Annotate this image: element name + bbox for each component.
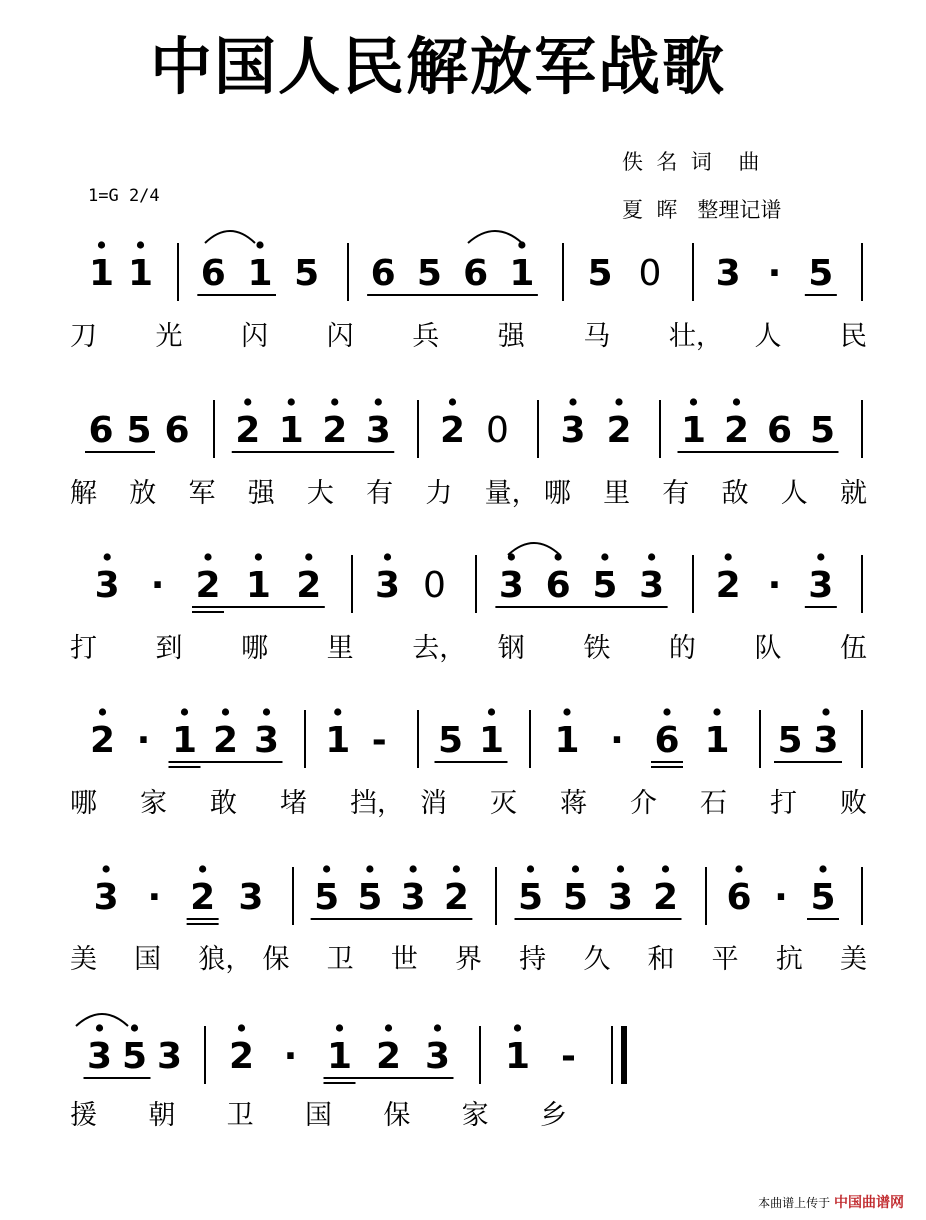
lyric-char: 有 xyxy=(662,478,690,509)
note-3: 3 xyxy=(400,877,426,918)
note-2: 2 xyxy=(439,410,466,451)
note-2: 2 xyxy=(228,1036,255,1077)
lyric-char: 家 xyxy=(140,788,167,819)
note-5: 5 xyxy=(294,253,320,294)
octave-dot xyxy=(323,865,330,872)
lyric-char: 家 xyxy=(461,1100,489,1131)
lyricist-composer-credit: 佚 名 词 曲 xyxy=(622,150,760,174)
octave-dot xyxy=(449,398,456,405)
octave-dot xyxy=(819,865,826,872)
lyric-char: 敌 xyxy=(721,478,749,509)
octave-dot xyxy=(256,241,263,248)
octave-dot xyxy=(96,1024,103,1031)
octave-dot xyxy=(663,708,670,715)
lyric-char: 打 xyxy=(770,788,797,819)
note-5: 5 xyxy=(121,1036,148,1077)
note-1: 1 xyxy=(88,253,115,294)
note-dot: · xyxy=(774,877,788,918)
lyric-char: 光 xyxy=(155,321,183,352)
note-2: 2 xyxy=(606,410,632,451)
lyric-char: 强 xyxy=(247,478,275,509)
lyric-char: 界 xyxy=(455,944,482,975)
note-1: 1 xyxy=(509,253,535,294)
octave-dot xyxy=(725,553,732,560)
lyric-char: 打 xyxy=(70,633,97,664)
lyric-char: 狼， xyxy=(198,944,253,975)
lyric-char: 量， xyxy=(484,478,539,509)
note-5: 5 xyxy=(437,720,464,761)
octave-dot xyxy=(713,708,720,715)
note-3: 3 xyxy=(607,877,634,918)
octave-dot xyxy=(137,241,144,248)
note-3: 3 xyxy=(498,565,524,606)
octave-dot xyxy=(817,553,824,560)
note-3: 3 xyxy=(86,1036,113,1077)
lyric-char: 大 xyxy=(306,478,334,509)
note-5: 5 xyxy=(808,253,834,294)
note-3: 3 xyxy=(560,410,586,451)
lyric-char: 到 xyxy=(155,633,183,664)
lyric-char: 有 xyxy=(366,478,394,509)
lyric-char: 哪 xyxy=(241,633,269,664)
lyric-char: 介 xyxy=(630,788,657,819)
lyric-char: 美 xyxy=(840,944,867,975)
lyric-char: 败 xyxy=(840,788,867,819)
octave-dot xyxy=(434,1024,441,1031)
lyric-char: 队 xyxy=(754,633,782,664)
lyric-char: 国 xyxy=(305,1100,332,1131)
note-3: 3 xyxy=(808,565,834,606)
note-2: 2 xyxy=(652,877,679,918)
note-5: 5 xyxy=(517,877,544,918)
lyric-char: 保 xyxy=(383,1100,411,1131)
note-dot: · xyxy=(136,720,151,761)
note-5: 5 xyxy=(357,877,383,918)
note-1: 1 xyxy=(245,565,271,606)
note-2: 2 xyxy=(190,877,216,918)
octave-dot xyxy=(99,708,106,715)
note-2: 2 xyxy=(715,565,741,606)
octave-dot xyxy=(204,553,211,560)
key-time-signature: 1=G 2/4 xyxy=(88,186,160,206)
note-3: 3 xyxy=(238,877,264,918)
octave-dot xyxy=(305,553,312,560)
lyric-char: 放 xyxy=(129,478,157,509)
note-dot: · xyxy=(283,1036,298,1077)
lyric-char: 马 xyxy=(583,321,611,352)
lyric-char: 卫 xyxy=(326,944,354,975)
octave-dot xyxy=(199,865,206,872)
lyric-char: 人 xyxy=(754,321,782,352)
note-1: 1 xyxy=(704,720,730,761)
octave-dot xyxy=(331,398,338,405)
note-dash: - xyxy=(371,720,387,761)
song-title: 中国人民解放军战歌 xyxy=(150,30,727,103)
octave-dot xyxy=(563,708,570,715)
octave-dot xyxy=(366,865,373,872)
note-6: 6 xyxy=(164,410,190,451)
lyric-char: 人 xyxy=(780,478,808,509)
lyric-char: 刀 xyxy=(70,321,97,352)
octave-dot xyxy=(410,865,417,872)
note-0: 0 xyxy=(638,253,662,294)
note-1: 1 xyxy=(247,253,273,294)
lyric-char: 解 xyxy=(70,478,97,509)
octave-dot xyxy=(238,1024,245,1031)
note-3: 3 xyxy=(156,1036,183,1077)
lyric-char: 消 xyxy=(420,788,447,819)
octave-dot xyxy=(569,398,576,405)
octave-dot xyxy=(222,708,229,715)
octave-dot xyxy=(615,398,622,405)
octave-dot xyxy=(255,553,262,560)
note-dot: · xyxy=(147,877,162,918)
lyric-char: 里 xyxy=(603,478,631,509)
lyric-char: 哪 xyxy=(70,788,97,819)
note-1: 1 xyxy=(171,720,198,761)
note-dot: · xyxy=(767,253,782,294)
lyric-char: 去， xyxy=(412,633,467,664)
lyric-char: 民 xyxy=(840,321,867,352)
note-2: 2 xyxy=(89,720,116,761)
lyric-char: 的 xyxy=(668,633,696,664)
octave-dot xyxy=(181,708,188,715)
note-2: 2 xyxy=(296,565,322,606)
lyric-char: 久 xyxy=(583,944,611,975)
lyric-char: 就 xyxy=(840,478,867,509)
octave-dot xyxy=(131,1024,138,1031)
lyric-char: 挡， xyxy=(350,788,404,819)
note-6: 6 xyxy=(200,253,226,294)
octave-dot xyxy=(103,865,110,872)
note-3: 3 xyxy=(374,565,401,606)
octave-dot xyxy=(662,865,669,872)
lyric-char: 钢 xyxy=(497,633,525,664)
note-3: 3 xyxy=(813,720,839,761)
octave-dot xyxy=(648,553,655,560)
note-2: 2 xyxy=(195,565,221,606)
note-6: 6 xyxy=(463,253,489,294)
note-6: 6 xyxy=(654,720,680,761)
footer-text: 本曲谱上传于 xyxy=(758,1196,831,1210)
slur-arc xyxy=(205,231,255,243)
note-1: 1 xyxy=(478,720,505,761)
lyric-char: 里 xyxy=(326,633,354,664)
note-5: 5 xyxy=(777,720,803,761)
lyric-char: 国 xyxy=(134,944,162,975)
arranger-credit: 夏 晖 整理记谱 xyxy=(622,198,782,222)
octave-dot xyxy=(385,1024,392,1031)
octave-dot xyxy=(822,708,829,715)
lyric-char: 乡 xyxy=(540,1100,567,1131)
octave-dot xyxy=(336,1024,343,1031)
octave-dot xyxy=(244,398,251,405)
octave-dot xyxy=(572,865,579,872)
note-1: 1 xyxy=(278,410,304,451)
octave-dot xyxy=(384,553,391,560)
upload-watermark xyxy=(758,1192,904,1212)
note-0: 0 xyxy=(486,410,509,451)
note-1: 1 xyxy=(554,720,580,761)
slur-arc xyxy=(508,543,560,555)
lyric-char: 军 xyxy=(188,478,216,509)
lyric-char: 伍 xyxy=(840,633,867,664)
note-1: 1 xyxy=(325,720,351,761)
lyric-char: 堵 xyxy=(280,788,307,819)
note-2: 2 xyxy=(235,410,261,451)
lyric-char: 美 xyxy=(70,944,97,975)
octave-dot xyxy=(334,708,341,715)
note-dot: · xyxy=(150,565,165,606)
octave-dot xyxy=(104,553,111,560)
note-5: 5 xyxy=(314,877,340,918)
note-3: 3 xyxy=(253,720,280,761)
octave-dot xyxy=(453,865,460,872)
octave-dot xyxy=(263,708,270,715)
note-1: 1 xyxy=(680,410,707,451)
note-0: 0 xyxy=(423,565,446,606)
octave-dot xyxy=(514,1024,521,1031)
lyric-char: 石 xyxy=(700,788,727,819)
lyric-char: 兵 xyxy=(412,321,440,352)
note-5: 5 xyxy=(809,410,836,451)
octave-dot xyxy=(733,398,740,405)
lyric-char: 保 xyxy=(262,944,290,975)
lyric-char: 力 xyxy=(425,478,453,509)
lyric-char: 平 xyxy=(711,944,739,975)
lyric-char: 强 xyxy=(497,321,525,352)
note-5: 5 xyxy=(126,410,152,451)
lyric-char: 和 xyxy=(647,944,675,975)
note-6: 6 xyxy=(88,410,114,451)
octave-dot xyxy=(617,865,624,872)
note-3: 3 xyxy=(93,877,119,918)
octave-dot xyxy=(288,398,295,405)
slur-arc xyxy=(468,231,522,243)
lyric-char: 世 xyxy=(390,944,418,975)
note-5: 5 xyxy=(587,253,613,294)
note-5: 5 xyxy=(592,565,618,606)
lyric-char: 壮， xyxy=(668,321,723,352)
note-3: 3 xyxy=(715,253,741,294)
note-6: 6 xyxy=(370,253,396,294)
note-6: 6 xyxy=(726,877,752,918)
note-2: 2 xyxy=(322,410,348,451)
lyric-char: 援 xyxy=(70,1100,97,1131)
note-2: 2 xyxy=(723,410,750,451)
octave-dot xyxy=(690,398,697,405)
note-2: 2 xyxy=(212,720,239,761)
note-2: 2 xyxy=(375,1036,402,1077)
lyric-char: 蒋 xyxy=(560,788,587,819)
site-logo: 中国曲谱网 xyxy=(834,1195,904,1211)
octave-dot xyxy=(488,708,495,715)
slur-arc xyxy=(76,1014,128,1026)
lyric-char: 卫 xyxy=(226,1100,254,1131)
note-5: 5 xyxy=(562,877,589,918)
lyric-char: 敢 xyxy=(210,788,237,819)
note-3: 3 xyxy=(639,565,665,606)
octave-dot xyxy=(375,398,382,405)
note-dot: · xyxy=(767,565,782,606)
lyric-char: 灭 xyxy=(490,788,517,819)
octave-dot xyxy=(735,865,742,872)
note-3: 3 xyxy=(424,1036,451,1077)
lyric-char: 持 xyxy=(519,944,547,975)
note-6: 6 xyxy=(766,410,793,451)
lyric-char: 朝 xyxy=(148,1100,176,1131)
lyric-char: 闪 xyxy=(241,321,269,352)
octave-dot xyxy=(98,241,105,248)
octave-dot xyxy=(601,553,608,560)
note-dot: · xyxy=(610,720,624,761)
note-2: 2 xyxy=(443,877,469,918)
lyric-char: 抗 xyxy=(775,944,803,975)
note-3: 3 xyxy=(365,410,391,451)
note-dash: - xyxy=(561,1036,576,1077)
octave-dot xyxy=(527,865,534,872)
note-1: 1 xyxy=(504,1036,531,1077)
lyric-char: 哪 xyxy=(543,478,571,509)
lyric-char: 闪 xyxy=(326,321,354,352)
note-6: 6 xyxy=(545,565,571,606)
note-1: 1 xyxy=(127,253,154,294)
note-5: 5 xyxy=(416,253,442,294)
note-1: 1 xyxy=(326,1036,353,1077)
note-5: 5 xyxy=(810,877,836,918)
note-3: 3 xyxy=(94,565,120,606)
lyric-char: 铁 xyxy=(583,633,611,664)
